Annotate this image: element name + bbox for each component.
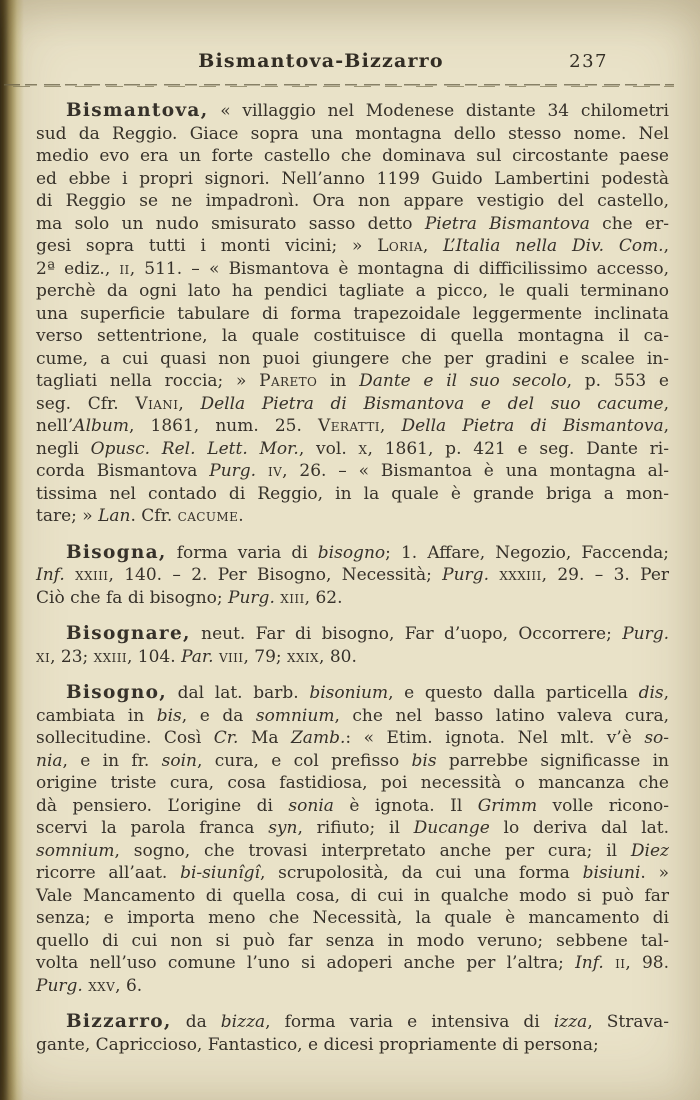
text-line — [36, 505, 669, 528]
italic-text: Purg. — [442, 565, 489, 585]
text-run: , — [663, 683, 670, 703]
text-run: Ma — [238, 728, 291, 748]
italic-text: bis — [156, 705, 182, 726]
text-run — [604, 953, 615, 973]
text-run: ricorre all’aat. — [36, 863, 181, 883]
small-caps-text: Viani — [135, 393, 179, 414]
text-line — [36, 952, 669, 975]
text-line — [36, 646, 669, 669]
text-line — [36, 750, 669, 773]
text-run: , 1861, p. 421 e seg. Dante ri- — [367, 438, 669, 459]
text-run: tissima nel contado di Reggio, in la quale è grande briga a mon- — [36, 483, 669, 504]
text-run: , — [663, 236, 669, 256]
text-line — [36, 168, 669, 191]
text-run: senza; e importa meno che Necessità, la quale è mancamento di — [36, 908, 669, 928]
text-line — [36, 280, 669, 303]
text-run — [256, 461, 268, 481]
text-line — [36, 885, 669, 908]
italic-text: Zamb. — [291, 728, 346, 748]
italic-text: Purg. — [209, 461, 257, 481]
text-run: corda Bismantova — [36, 461, 210, 481]
text-run: , 23; — [50, 646, 94, 667]
text-run: dà pensiero. L’origine di — [36, 795, 289, 816]
small-caps-text: xxv — [88, 975, 116, 996]
text-run: , che nel basso latino valeva cura, — [334, 705, 669, 726]
text-run: forma varia di — [166, 542, 318, 563]
text-run: sollecitudine. Così — [36, 728, 214, 748]
text-run: in — [317, 371, 360, 391]
small-caps-text: Loria — [377, 236, 423, 256]
text-run: , 79; — [243, 646, 288, 667]
text-run: , e in fr. — [62, 750, 162, 771]
headword: Bisogno, — [66, 682, 167, 703]
text-run: , forma varia e intensiva di — [265, 1012, 554, 1032]
text-line — [36, 1011, 669, 1034]
text-run: . — [238, 506, 244, 526]
italic-text: bisogno — [317, 542, 386, 563]
italic-text: bisiuni — [582, 863, 641, 883]
text-run: . » — [640, 863, 669, 883]
text-run: . Cfr. — [130, 506, 178, 526]
text-run: perchè da ogni lato ha pendici tagliate a picco, le quali terminano — [36, 281, 669, 301]
text-run: , 104. — [126, 646, 182, 667]
text-run: : « Etim. ignota. Nel mlt. v’è — [345, 728, 645, 748]
italic-text: Pietra Bismantova — [424, 213, 590, 234]
italic-text: Opusc. Rel. Lett. Mor. — [90, 438, 299, 459]
text-run: cume, a cui quasi non puoi giungere che per gradini e scalee in- — [36, 348, 669, 369]
text-run: verso settentrione, la quale costituisce di quella montagna il ca- — [36, 326, 669, 346]
text-run: gante, Capriccioso, Fantastico, e dicesi propriamente di persona; — [36, 1034, 599, 1055]
text-run: gesi sopra tutti i monti vicini; » — [36, 236, 378, 256]
text-line — [36, 438, 669, 461]
small-caps-text: ii — [119, 258, 130, 279]
small-caps-text: ii — [615, 953, 626, 973]
text-run: una superficie tabulare di forma trapezoidale leggermente inclinata — [36, 303, 669, 324]
text-run: , p. 553 e — [566, 371, 669, 391]
text-line — [36, 840, 669, 863]
small-caps-text: iv — [267, 461, 283, 481]
italic-text: somnium — [36, 840, 115, 861]
text-line — [36, 145, 669, 168]
text-line — [36, 258, 669, 281]
text-run: Vale Mancamento di quella cosa, di cui in qualche modo si può far — [36, 885, 669, 906]
italic-text: Inf. — [36, 565, 65, 585]
headword: Bismantova, — [66, 100, 209, 121]
text-run: medio evo era un forte castello che dominava sul circostante paese — [36, 146, 669, 166]
page-number: 237 — [569, 51, 608, 72]
small-caps-text: xiii — [280, 587, 305, 608]
text-line — [36, 975, 669, 998]
text-line — [36, 348, 669, 371]
italic-text: bisonium — [309, 683, 389, 703]
text-run: parrebbe significasse in — [436, 750, 670, 771]
text-run: , 6. — [115, 975, 143, 996]
running-head: Bismantova-Bizzarro — [198, 50, 444, 72]
entry-bisogno — [36, 682, 669, 997]
text-run: dal lat. barb. — [167, 683, 310, 703]
small-caps-text: xxix — [287, 646, 320, 667]
headword: Bisogna, — [66, 541, 167, 563]
text-run: , 140. – 2. Per Bisogno, Necessità; — [108, 565, 443, 585]
text-run — [489, 565, 499, 585]
text-run: lo deriva dal lat. — [489, 818, 669, 838]
text-line — [36, 862, 669, 885]
text-run: , 62. — [304, 587, 343, 608]
text-line — [36, 795, 669, 818]
text-run: tagliati nella roccia; » — [36, 371, 260, 391]
italic-text: bizza — [220, 1012, 266, 1032]
text-line — [36, 772, 669, 795]
text-run: che er- — [589, 213, 669, 234]
text-line — [36, 190, 669, 213]
text-run: , — [663, 416, 669, 436]
text-run: tare; » — [36, 506, 99, 526]
text-run: , e da — [181, 705, 256, 726]
text-run: , 29. – 3. Per — [541, 565, 670, 585]
italic-text: Grimm — [477, 795, 538, 816]
small-caps-text: viii — [218, 646, 244, 667]
text-line — [36, 1034, 669, 1057]
italic-text: Inf. — [575, 953, 604, 973]
small-caps-text: xxiii — [75, 565, 109, 585]
text-run: 2ª ediz., — [36, 258, 120, 279]
text-run: è ignota. Il — [333, 795, 478, 816]
italic-text: Purg. — [622, 624, 669, 644]
text-run: , — [663, 393, 669, 414]
small-caps-text: Veratti — [318, 416, 380, 436]
text-run: negli — [36, 438, 91, 459]
text-line — [36, 930, 669, 953]
text-line — [36, 100, 669, 123]
text-line — [36, 542, 669, 565]
text-run: sud da Reggio. Giace sopra una montagna dello stesso nome. Nel — [36, 123, 669, 144]
italic-text: bi-siunîgî — [180, 863, 260, 883]
page-body — [36, 100, 669, 1056]
italic-text: Purg. — [36, 975, 83, 996]
italic-text: Della Pietra di Bismantova e del suo cacume — [200, 393, 664, 414]
text-line — [36, 460, 669, 483]
italic-text: nia — [36, 750, 63, 771]
text-line — [36, 325, 669, 348]
text-run: cambiata in — [36, 705, 157, 726]
text-line — [36, 235, 669, 258]
text-run: ed ebbe i propri signori. Nell’anno 1199 Guido Lambertini podestà — [36, 168, 669, 189]
text-line — [36, 370, 669, 393]
italic-text: Dante e il suo secolo — [359, 371, 567, 391]
text-run: , scrupolosità, da cui una forma — [260, 863, 583, 883]
italic-text: Lan — [98, 506, 131, 526]
text-run: nell’ — [36, 416, 74, 436]
text-line — [36, 623, 669, 646]
text-run: , 26. – « Bismantoa è una montagna al- — [282, 461, 670, 481]
text-run — [65, 565, 75, 585]
text-run: , rifiuto; il — [297, 818, 414, 838]
text-run: , — [178, 393, 201, 414]
text-run: quello di cui non si può far senza in modo veruno; sebbene tal- — [36, 930, 669, 951]
small-caps-text: xxiii — [93, 646, 127, 667]
text-run: origine triste cura, cosa fastidiosa, poi necessità o mancanza che — [36, 773, 669, 793]
italic-text: Della Pietra di Bismantova — [401, 416, 664, 436]
text-line — [36, 682, 669, 705]
text-line — [36, 907, 669, 930]
text-line — [36, 727, 669, 750]
text-run: , vol. — [298, 438, 359, 459]
small-caps-text: Pareto — [259, 371, 318, 391]
text-line — [36, 564, 669, 587]
header-rule — [4, 84, 674, 87]
text-line — [36, 123, 669, 146]
text-run: , 1861, num. 25. — [128, 416, 319, 436]
italic-text: Ducange — [413, 818, 490, 838]
headword: Bisognare, — [66, 623, 191, 644]
entry-bizzarro — [36, 1011, 669, 1056]
italic-text: so- — [644, 728, 670, 748]
text-run: , — [422, 236, 444, 256]
text-run: Ciò che fa di bisogno; — [36, 587, 229, 608]
text-run: seg. Cfr. — [36, 393, 136, 414]
text-run: da — [171, 1012, 221, 1032]
text-run: di Reggio se ne impadronì. Ora non appare vestigio del castello, — [36, 191, 669, 211]
text-run: , Strava- — [587, 1012, 670, 1032]
italic-text: izza — [553, 1012, 588, 1032]
italic-text: sonia — [288, 795, 334, 816]
text-line — [36, 705, 669, 728]
entry-bisognare — [36, 623, 669, 668]
italic-text: syn — [268, 818, 298, 838]
italic-text: bis — [411, 750, 437, 771]
small-caps-text: x — [358, 438, 368, 459]
book-spine-shadow — [0, 0, 24, 1100]
text-line — [36, 483, 669, 506]
text-run: , 98. — [625, 953, 670, 973]
headword: Bizzarro, — [66, 1011, 172, 1032]
text-line — [36, 213, 669, 236]
text-run: , 80. — [319, 646, 357, 667]
entry-bisogna — [36, 542, 669, 610]
italic-text: Purg. — [228, 587, 275, 608]
text-line — [36, 587, 669, 610]
text-line — [36, 393, 669, 416]
italic-text: Cr. — [213, 728, 239, 748]
italic-text: dis — [638, 683, 664, 703]
text-line — [36, 303, 669, 326]
text-run: neut. Far di bisogno, Far d’uopo, Occorrere; — [190, 624, 623, 644]
text-run: , cura, e col prefisso — [197, 750, 412, 771]
italic-text: somnium — [255, 705, 335, 726]
text-run: ; 1. Affare, Negozio, Faccenda; — [385, 542, 669, 563]
italic-text: soin — [161, 750, 197, 771]
small-caps-text: xi — [36, 646, 51, 667]
italic-text: Album — [73, 416, 129, 436]
text-run: volle ricono- — [537, 795, 669, 816]
italic-text: Par. — [181, 646, 214, 667]
text-run: ma solo un nudo smisurato sasso detto — [36, 213, 425, 234]
text-run: , — [379, 416, 402, 436]
italic-text: L’Italia nella Div. Com. — [443, 236, 664, 256]
text-line — [36, 817, 669, 840]
entry-bismantova — [36, 100, 669, 528]
text-run: « villaggio nel Modenese distante 34 chilometri — [208, 101, 669, 121]
small-caps-text: cacume — [177, 506, 239, 526]
text-run: , sogno, che trovasi interpretato anche per cura; il — [114, 840, 631, 861]
text-run: scervi la parola franca — [36, 818, 269, 838]
text-run: , e questo dalla particella — [388, 683, 639, 703]
text-run: volta nell’uso comune l’uno si adoperi anche per l’altra; — [36, 953, 576, 973]
italic-text: Diez — [630, 840, 669, 861]
small-caps-text: xxxiii — [499, 565, 542, 585]
text-line — [36, 415, 669, 438]
text-run: , 511. – « Bismantova è montagna di difficilissimo accesso, — [129, 258, 669, 279]
